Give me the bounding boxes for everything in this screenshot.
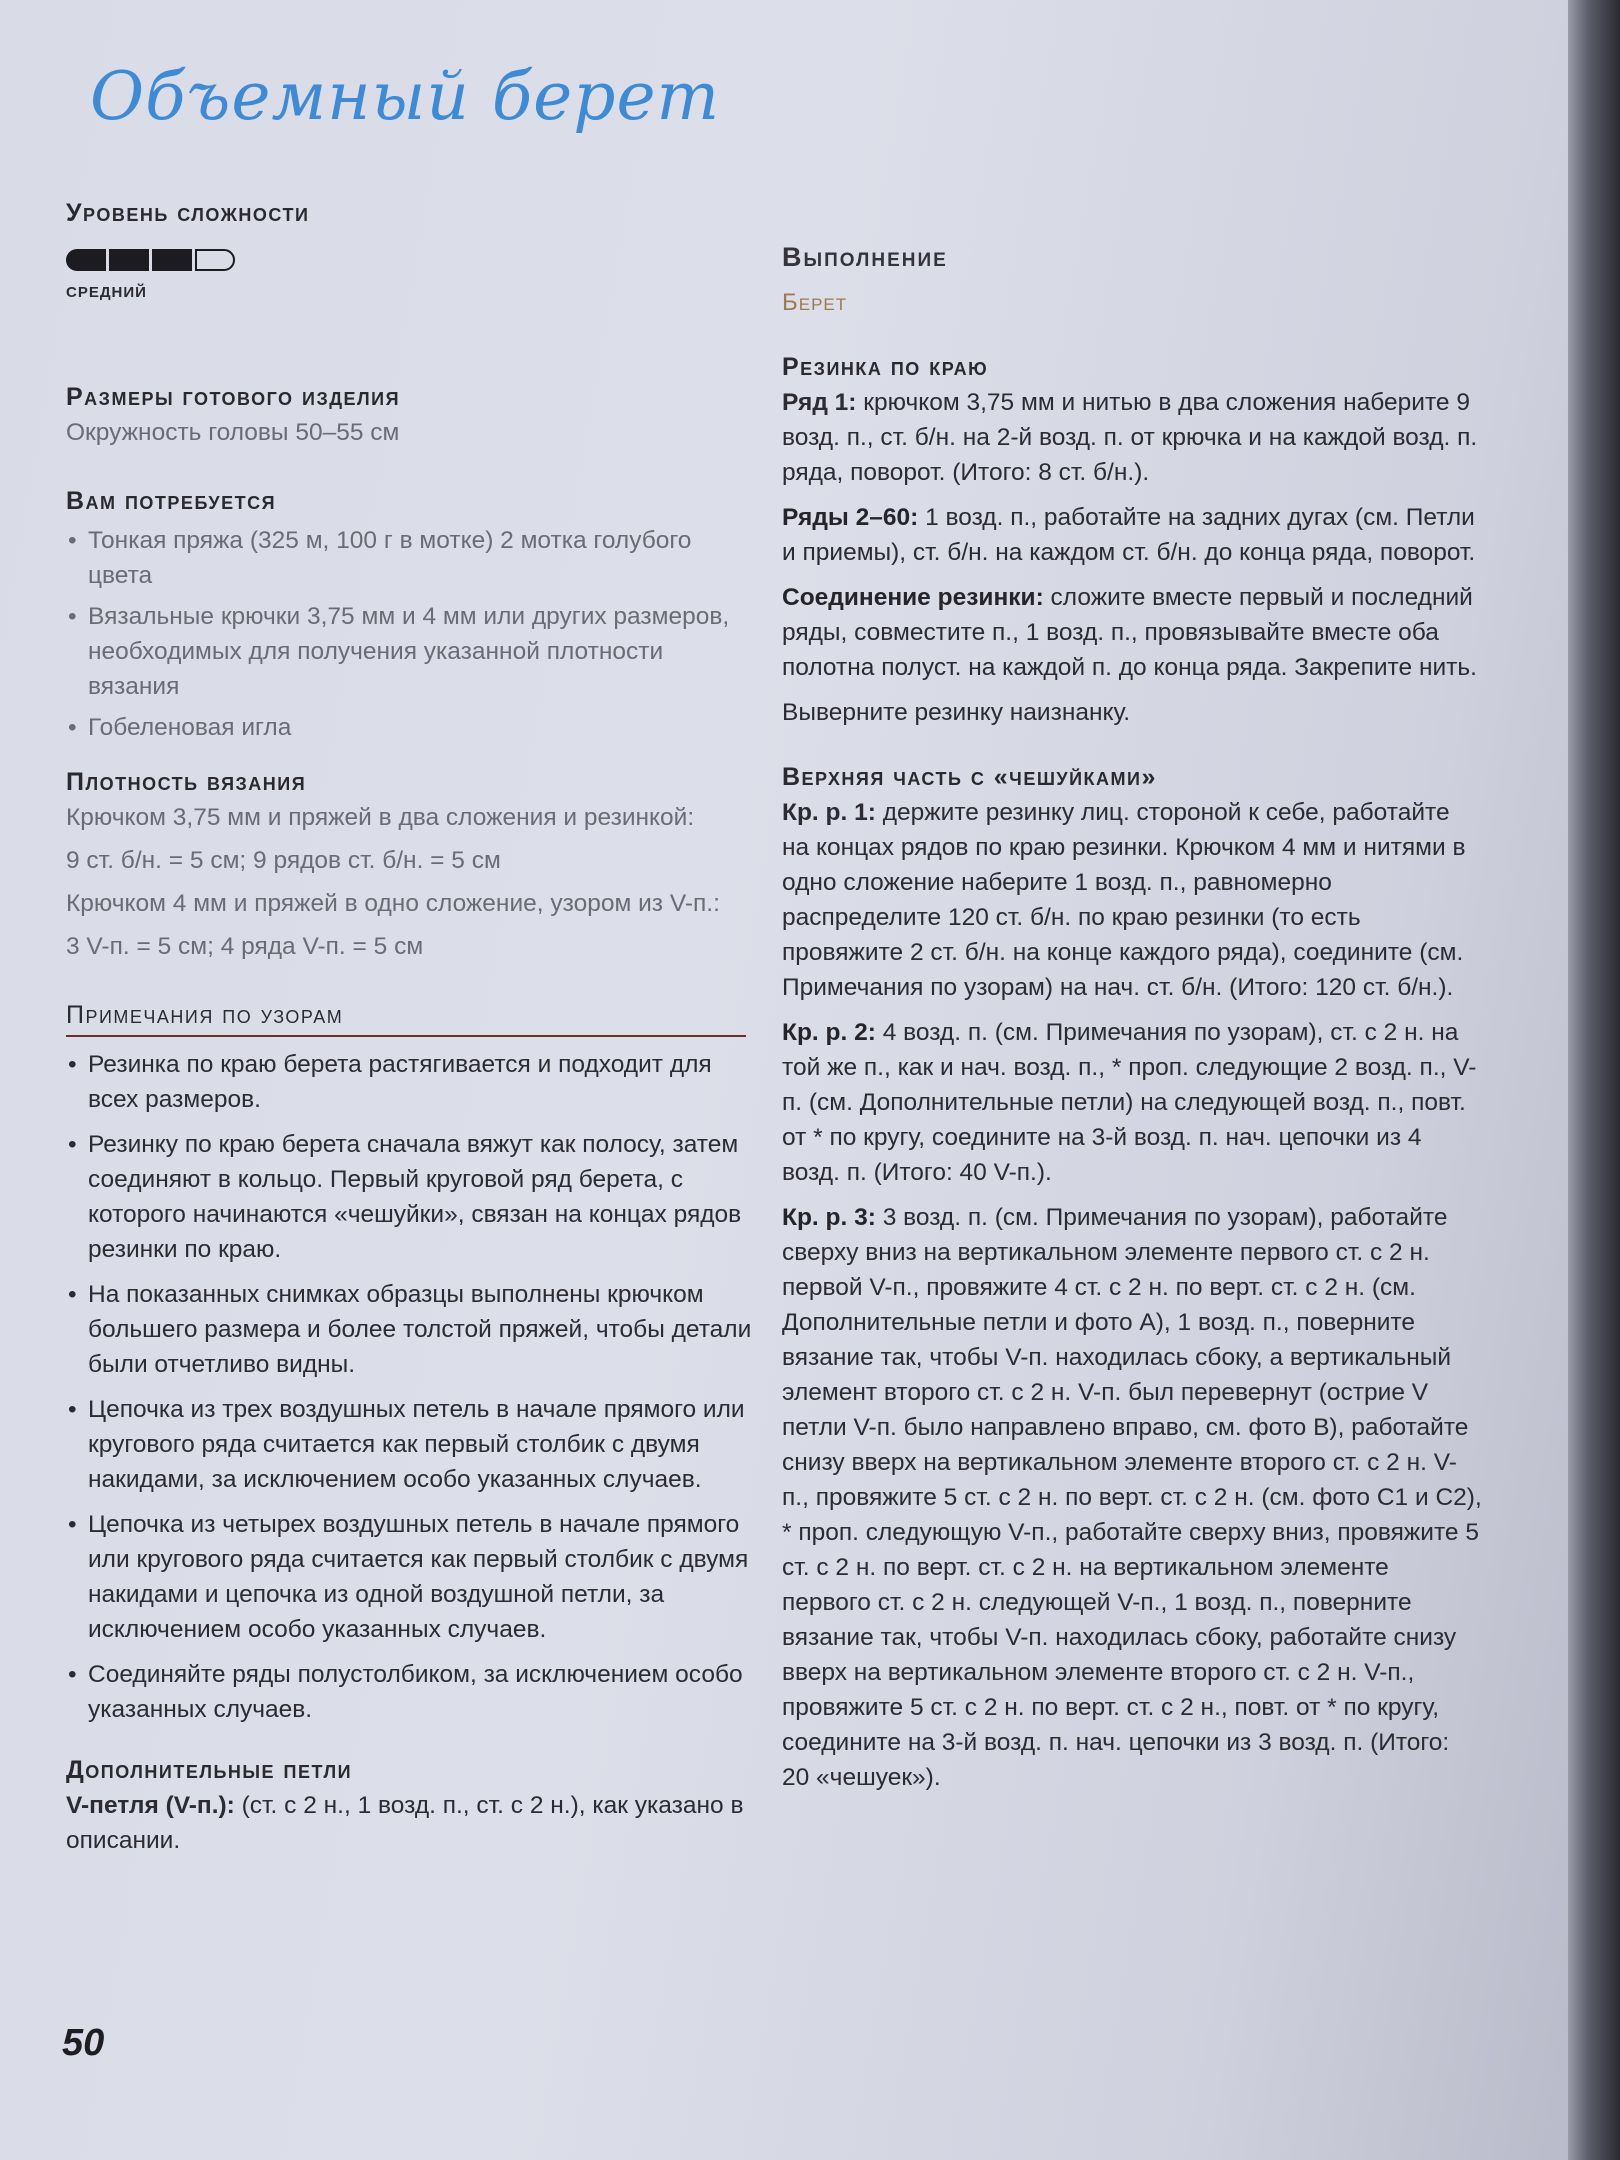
- gauge-line: 3 V-п. = 5 см; 4 ряда V-п. = 5 см: [66, 933, 424, 960]
- instruction-label: Кр. р. 3:: [782, 1204, 876, 1231]
- extra-stitches-heading: Дополнительные петли: [66, 1756, 353, 1784]
- level-bar-empty: [195, 249, 235, 271]
- instruction-label: Ряд 1:: [782, 389, 857, 416]
- level-heading: Уровень сложности: [66, 199, 310, 227]
- notes-section: [66, 998, 756, 1727]
- list-item: • Тонкая пряжа (325 м, 100 г в мотке) 2 мотка голубого цвета: [66, 523, 756, 593]
- instruction-text: крючком 3,75 мм и нитью в два сложения наберите 9 возд. п., ст. б/н. на 2-й возд. п. от крючка и на каждой возд. п. ряда, поворот. (Итого: 8 ст. б/н.).: [782, 389, 1478, 486]
- instruction-paragraph: [782, 1200, 1482, 1795]
- level-bar-filled: [109, 249, 149, 271]
- extra-stitches-section: [66, 1753, 756, 1858]
- gauge-heading: Плотность вязания: [66, 768, 307, 796]
- list-item: • Резинка по краю берета растягивается и подходит для всех размеров.: [66, 1047, 756, 1117]
- sizes-section: [66, 380, 756, 450]
- top-section: [782, 760, 1482, 1795]
- gauge-line: Крючком 3,75 мм и пряжей в два сложения и резинкой:: [66, 804, 695, 831]
- list-item: • Соединяйте ряды полустолбиком, за исключением особо указанных случаев.: [66, 1657, 756, 1727]
- instruction-paragraph: [782, 1015, 1482, 1190]
- instruction-paragraph: [782, 385, 1482, 490]
- notes-list: [66, 1047, 756, 1727]
- list-item: • Цепочка из четырех воздушных петель в начале прямого или кругового ряда считается как первый столбик с двумя накидами и цепочка из одной воздушной петли, за исключением особо указанных случаев.: [66, 1507, 756, 1647]
- instruction-paragraph: [782, 500, 1482, 570]
- extra-stitches-body: (ст. с 2 н., 1 возд. п., ст. с 2 н.), как указано в описании.: [66, 1792, 744, 1854]
- page-title: Объемный берет: [90, 58, 721, 135]
- level-bars: [66, 249, 756, 271]
- left-column: [66, 196, 756, 1858]
- instruction-label: Кр. р. 1:: [782, 799, 876, 826]
- instruction-paragraph: [782, 695, 1482, 730]
- list-item: • Цепочка из трех воздушных петель в начале прямого или кругового ряда считается как первый столбик с двумя накидами, за исключением особо указанных случаев.: [66, 1392, 756, 1497]
- gauge-section: [66, 765, 756, 964]
- level-label: СРЕДНИЙ: [66, 284, 147, 301]
- instruction-text: 3 возд. п. (см. Примечания по узорам), работайте сверху вниз на вертикальном элементе первого ст. с 2 н. первой V-п., провяжите 4 ст. с 2 н. по верт. ст. с 2 н. (см. Дополнительные петли и фото А), 1 возд. п., поверните вязание так, чтобы V-п. находилась сбоку, а вертикальный элемент второго ст. с 2 н. V-п. был перевернут (острие V петли V-п. было направлено вправо, см. фото В), работайте снизу вверх на вертикальном элементе второго ст. с 2 н. V-п., провяжите 5 ст. с 2 н. по верт. ст. с 2 н. (см. фото С1 и С2), * проп. следующую V-п., работайте сверху вниз, провяжите 5 ст. с 2 н. по верт. ст. с 2 н. на вертикальном элементе первого ст. с 2 н. следующей V-п., 1 возд. п., поверните вязание так, чтобы V-п. находилась сбоку, работайте снизу вверх на вертикальном элементе второго ст. с 2 н. V-п., провяжите 5 ст. с 2 н. по верт. ст. с 2 н., повт. от * по кругу, соедините на 3-й возд. п. нач. цепочки из 3 возд. п. (Итого: 20 «чешуек»).: [782, 1204, 1482, 1791]
- instruction-text: держите резинку лиц. стороной к себе, работайте на концах рядов по краю резинки. Крючком 4 мм и нитями в одно сложение наберите 1 возд. п., равномерно распределите 120 ст. б/н. по краю резинки (то есть провяжите 2 ст. б/н. на конце каждого ряда), соедините (см. Примечания по узорам) на нач. ст. б/н. (Итого: 120 ст. б/н.).: [782, 799, 1466, 1001]
- rib-section: [782, 350, 1482, 730]
- instruction-paragraph: [782, 795, 1482, 1005]
- sizes-heading: Размеры готового изделия: [66, 383, 401, 411]
- level-bar-filled: [152, 249, 192, 271]
- instruction-label: Ряды 2–60:: [782, 504, 919, 531]
- instruction-text: 4 возд. п. (см. Примечания по узорам), ст. с 2 н. на той же п., как и нач. возд. п., * проп. следующие 2 возд. п., V-п. (см. Дополнительные петли) на следующей возд. п., повт. от * по кругу, соедините на 3-й возд. п. нач. цепочки из 4 возд. п. (Итого: 40 V-п.).: [782, 1019, 1477, 1186]
- list-item: • Вязальные крючки 3,75 мм и 4 мм или других размеров, необходимых для получения указанной плотности вязания: [66, 599, 756, 704]
- instruction-text: Выверните резинку наизнанку.: [782, 699, 1131, 726]
- instruction-paragraph: [782, 580, 1482, 685]
- list-item: • Гобеленовая игла: [66, 710, 756, 745]
- list-item: • На показанных снимках образцы выполнены крючком большего размера и более толстой пряжей, чтобы детали были отчетливо видны.: [66, 1277, 756, 1382]
- page-number: 50: [62, 2022, 105, 2064]
- instruction-text: 1 возд. п., работайте на задних дугах (см. Петли и приемы), ст. б/н. на каждом ст. б/н. до конца ряда, поворот.: [782, 504, 1476, 566]
- level-section: [66, 196, 756, 310]
- materials-heading: Вам потребуется: [66, 487, 277, 515]
- book-spine: [1568, 0, 1620, 2160]
- execution-subheading: Берет: [782, 289, 848, 316]
- materials-list: [66, 523, 756, 745]
- instruction-label: Кр. р. 2:: [782, 1019, 876, 1046]
- right-column: [782, 240, 1482, 1795]
- instruction-label: Соединение резинки:: [782, 584, 1044, 611]
- instruction-text: сложите вместе первый и последний ряды, совместите п., 1 возд. п., провязывайте вместе оба полотна полуст. на каждой п. до конца ряда. Закрепите нить.: [782, 584, 1477, 681]
- extra-stitches-label: V-петля (V-п.):: [66, 1792, 235, 1819]
- sizes-text: Окружность головы 50–55 см: [66, 419, 400, 446]
- gauge-line: Крючком 4 мм и пряжей в одно сложение, узором из V-п.:: [66, 890, 720, 917]
- list-item: • Резинку по краю берета сначала вяжут как полосу, затем соединяют в кольцо. Первый круговой ряд берета, с которого начинаются «чешуйки», связан на концах рядов резинки по краю.: [66, 1127, 756, 1267]
- level-indicator: [66, 249, 756, 310]
- rib-heading: Резинка по краю: [782, 353, 989, 381]
- execution-heading: Выполнение: [782, 242, 948, 272]
- notes-heading: Примечания по узорам: [66, 998, 746, 1037]
- materials-section: [66, 484, 756, 745]
- top-heading: Верхняя часть с «чешуйками»: [782, 763, 1157, 791]
- extra-stitches-text: [66, 1788, 756, 1858]
- gauge-line: 9 ст. б/н. = 5 см; 9 рядов ст. б/н. = 5 см: [66, 847, 501, 874]
- level-bar-filled: [66, 249, 106, 271]
